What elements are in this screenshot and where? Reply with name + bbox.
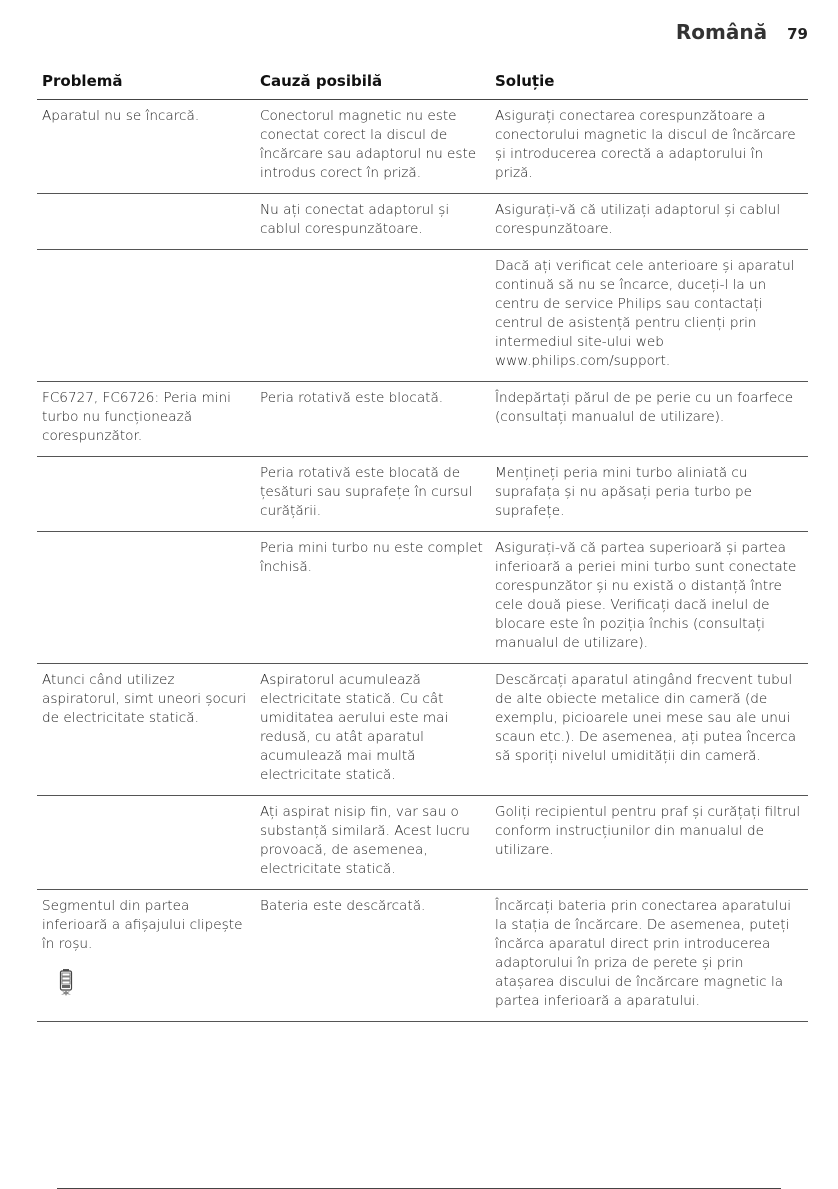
cause-cell bbox=[255, 250, 490, 382]
solution-cell: Încărcați bateria prin conectarea aparatului la stația de încărcare. De asemenea, puteți încărca aparatul direct prin introducerea adaptorului în priza de perete și prin atașarea discului de încărcare magnetic la partea inferioară a aparatului. bbox=[490, 890, 808, 1022]
problem-cell bbox=[37, 532, 255, 664]
cause-cell: Nu ați conectat adaptorul și cablul corespunzătoare. bbox=[255, 194, 490, 250]
solution-cell: Asigurați-vă că partea superioară și partea inferioară a periei mini turbo sunt conectate corespunzător și nu există o distanță între cele două piese. Verificați dacă inelul de blocare este în poziția închis (consultați manualul de utilizare). bbox=[490, 532, 808, 664]
problem-cell bbox=[37, 194, 255, 250]
table-row bbox=[37, 457, 808, 532]
problem-text: Segmentul din partea inferioară a afișajului clipește în roșu. bbox=[42, 898, 243, 952]
solution-cell: Mențineți peria mini turbo aliniată cu suprafața și nu apăsați peria turbo pe suprafețe. bbox=[490, 457, 808, 532]
problem-cell bbox=[37, 796, 255, 890]
table-row bbox=[37, 890, 808, 1022]
battery-low-icon bbox=[56, 968, 76, 996]
problem-cell-with-icon bbox=[37, 890, 255, 1022]
problem-cell bbox=[37, 457, 255, 532]
column-header-cause: Cauză posibilă bbox=[255, 66, 490, 100]
page-header bbox=[676, 20, 808, 44]
table-row bbox=[37, 100, 808, 194]
cause-cell: Bateria este descărcată. bbox=[255, 890, 490, 1022]
cause-cell: Conectorul magnetic nu este conectat corect la discul de încărcare sau adaptorul nu este introdus corect în priză. bbox=[255, 100, 490, 194]
troubleshooting-table bbox=[37, 66, 808, 1022]
solution-cell: Descărcați aparatul atingând frecvent tubul de alte obiecte metalice din cameră (de exemplu, picioarele unei mese sau ale unui scaun etc.). De asemenea, ați putea încerca să sporiți nivelul umidității din cameră. bbox=[490, 664, 808, 796]
column-header-solution: Soluție bbox=[490, 66, 808, 100]
problem-cell bbox=[37, 250, 255, 382]
solution-cell: Asigurați-vă că utilizați adaptorul și cablul corespunzătoare. bbox=[490, 194, 808, 250]
table-header-row bbox=[37, 66, 808, 100]
table-row bbox=[37, 532, 808, 664]
problem-cell: FC6727, FC6726: Peria mini turbo nu funcționează corespunzător. bbox=[37, 382, 255, 457]
problem-cell: Atunci când utilizez aspiratorul, simt uneori șocuri de electricitate statică. bbox=[37, 664, 255, 796]
table-row bbox=[37, 796, 808, 890]
solution-cell: Asigurați conectarea corespunzătoare a conectorului magnetic la discul de încărcare și introducerea corectă a adaptorului în priză. bbox=[490, 100, 808, 194]
solution-cell: Dacă ați verificat cele anterioare și aparatul continuă să nu se încarce, duceți-l la un centru de service Philips sau contactați centrul de asistență pentru clienți prin intermediul site-ului web www.philips.com/support. bbox=[490, 250, 808, 382]
solution-cell: Goliți recipientul pentru praf și curățați filtrul conform instrucțiunilor din manualul de utilizare. bbox=[490, 796, 808, 890]
cause-cell: Peria mini turbo nu este complet închisă. bbox=[255, 532, 490, 664]
column-header-problem: Problemă bbox=[37, 66, 255, 100]
language-label: Română bbox=[675, 20, 768, 44]
solution-cell: Îndepărtați părul de pe perie cu un foarfece (consultați manualul de utilizare). bbox=[490, 382, 808, 457]
cause-cell: Peria rotativă este blocată. bbox=[255, 382, 490, 457]
table-row bbox=[37, 194, 808, 250]
cause-cell: Ați aspirat nisip fin, var sau o substanță similară. Acest lucru provoacă, de asemenea, electricitate statică. bbox=[255, 796, 490, 890]
cause-cell: Aspiratorul acumulează electricitate statică. Cu cât umiditatea aerului este mai redusă, cu atât aparatul acumulează mai multă electricitate statică. bbox=[255, 664, 490, 796]
table-row bbox=[37, 664, 808, 796]
cause-cell: Peria rotativă este blocată de țesături sau suprafețe în cursul curățării. bbox=[255, 457, 490, 532]
table-row bbox=[37, 250, 808, 382]
page-number: 79 bbox=[787, 25, 808, 43]
problem-cell: Aparatul nu se încarcă. bbox=[37, 100, 255, 194]
table-row bbox=[37, 382, 808, 457]
